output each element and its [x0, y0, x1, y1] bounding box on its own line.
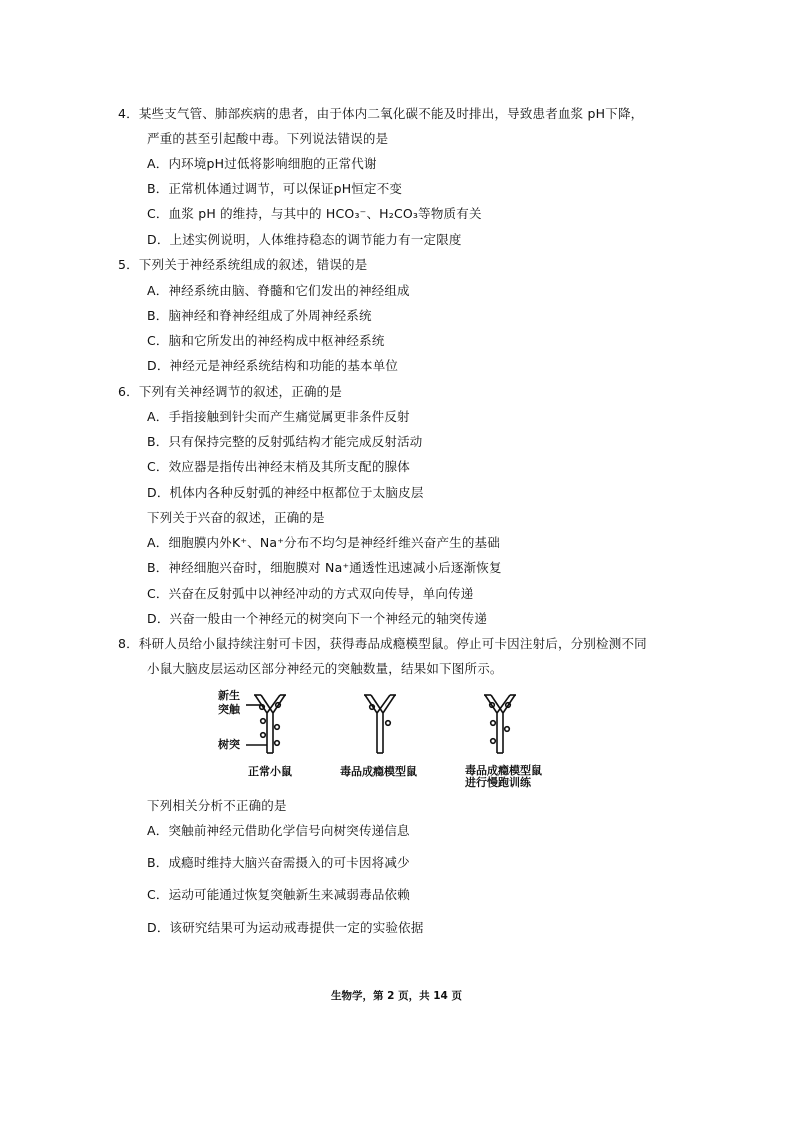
dendrite-diagram [210, 683, 580, 788]
page-footer: 生物学，第 2 页，共 14 页 [330, 990, 463, 1002]
q7-option-d: D．兴奋一般由一个神经元的树突向下一个神经元的轴突传递 [147, 611, 488, 626]
q8-stem-line2: 小鼠大脑皮层运动区部分神经元的突触数量，结果如下图所示。 [147, 661, 503, 676]
q4-option-d: D．上述实例说明，人体维持稳态的调节能力有一定限度 [147, 232, 462, 247]
q8-option-a: A．突触前神经元借助化学信号向树突传递信息 [147, 823, 410, 838]
q5-option-a: A．神经系统由脑、脊髓和它们发出的神经组成 [147, 283, 410, 298]
q6-option-d: D．机体内各种反射弧的神经中枢都位于太脑皮层 [147, 485, 424, 500]
neuron-addicted [364, 695, 396, 753]
q4-stem-line2: 严重的甚至引起酸中毒。下列说法错误的是 [147, 131, 389, 146]
q4-stem-line1: 4．某些支气管、肺部疾病的患者，由于体内二氧化碳不能及时排出，导致患者血浆 pH下降， [118, 106, 644, 121]
caption-running-mouse-2: 进行慢跑训练 [465, 776, 531, 788]
q5-stem: 5．下列关于神经系统组成的叙述，错误的是 [118, 257, 368, 272]
dendrite-figure [210, 683, 580, 788]
caption-normal-mouse: 正常小鼠 [248, 765, 292, 778]
q8-stem-line1: 8．科研人员给小鼠持续注射可卡因，获得毒品成瘾模型鼠。停止可卡因注射后，分别检测不同 [118, 636, 647, 651]
q5-option-c: C．脑和它所发出的神经构成中枢神经系统 [147, 333, 385, 348]
q4-option-a: A．内环境pH过低将影响细胞的正常代谢 [147, 156, 377, 171]
q8-stem-line3: 下列相关分析不正确的是 [147, 798, 287, 813]
caption-addicted-mouse: 毒品成瘾模型鼠 [340, 765, 417, 778]
label-dendrite: 树突 [218, 738, 240, 751]
q7-option-b: B．神经细胞兴奋时，细胞膜对 Na⁺通透性迅速减小后逐渐恢复 [147, 560, 502, 575]
q8-option-c: C．运动可能通过恢复突触新生来减弱毒品依赖 [147, 887, 410, 902]
q6-option-a: A．手指接触到针尖而产生痛觉属更非条件反射 [147, 409, 410, 424]
q8-option-d: D．该研究结果可为运动戒毒提供一定的实验依据 [147, 920, 424, 935]
q6-option-c: C．效应器是指传出神经末梢及其所支配的腺体 [147, 459, 410, 474]
caption-running-mouse-1: 毒品成瘾模型鼠 [465, 764, 542, 777]
q6-stem: 6．下列有关神经调节的叙述，正确的是 [118, 384, 343, 399]
label-new-synapse-1: 新生 [218, 689, 240, 702]
q6-option-b: B．只有保持完整的反射弧结构才能完成反射活动 [147, 434, 423, 449]
q4-option-c: C．血浆 pH 的维持，与其中的 HCO₃⁻、H₂CO₃等物质有关 [147, 206, 482, 221]
neuron-addicted-running [484, 695, 516, 753]
q7-stem: 下列关于兴奋的叙述，正确的是 [147, 510, 325, 525]
q4-option-b: B．正常机体通过调节，可以保证pH恒定不变 [147, 181, 403, 196]
q7-option-a: A．细胞膜内外K⁺、Na⁺分布不均匀是神经纤维兴奋产生的基础 [147, 535, 500, 550]
q5-option-d: D．神经元是神经系统结构和功能的基本单位 [147, 358, 399, 373]
q7-option-c: C．兴奋在反射弧中以神经冲动的方式双向传导，单向传递 [147, 586, 474, 601]
q5-option-b: B．脑神经和脊神经组成了外周神经系统 [147, 308, 372, 323]
q8-option-b: B．成瘾时维持大脑兴奋需摄入的可卡因将减少 [147, 855, 410, 870]
label-new-synapse-2: 突触 [218, 703, 240, 716]
